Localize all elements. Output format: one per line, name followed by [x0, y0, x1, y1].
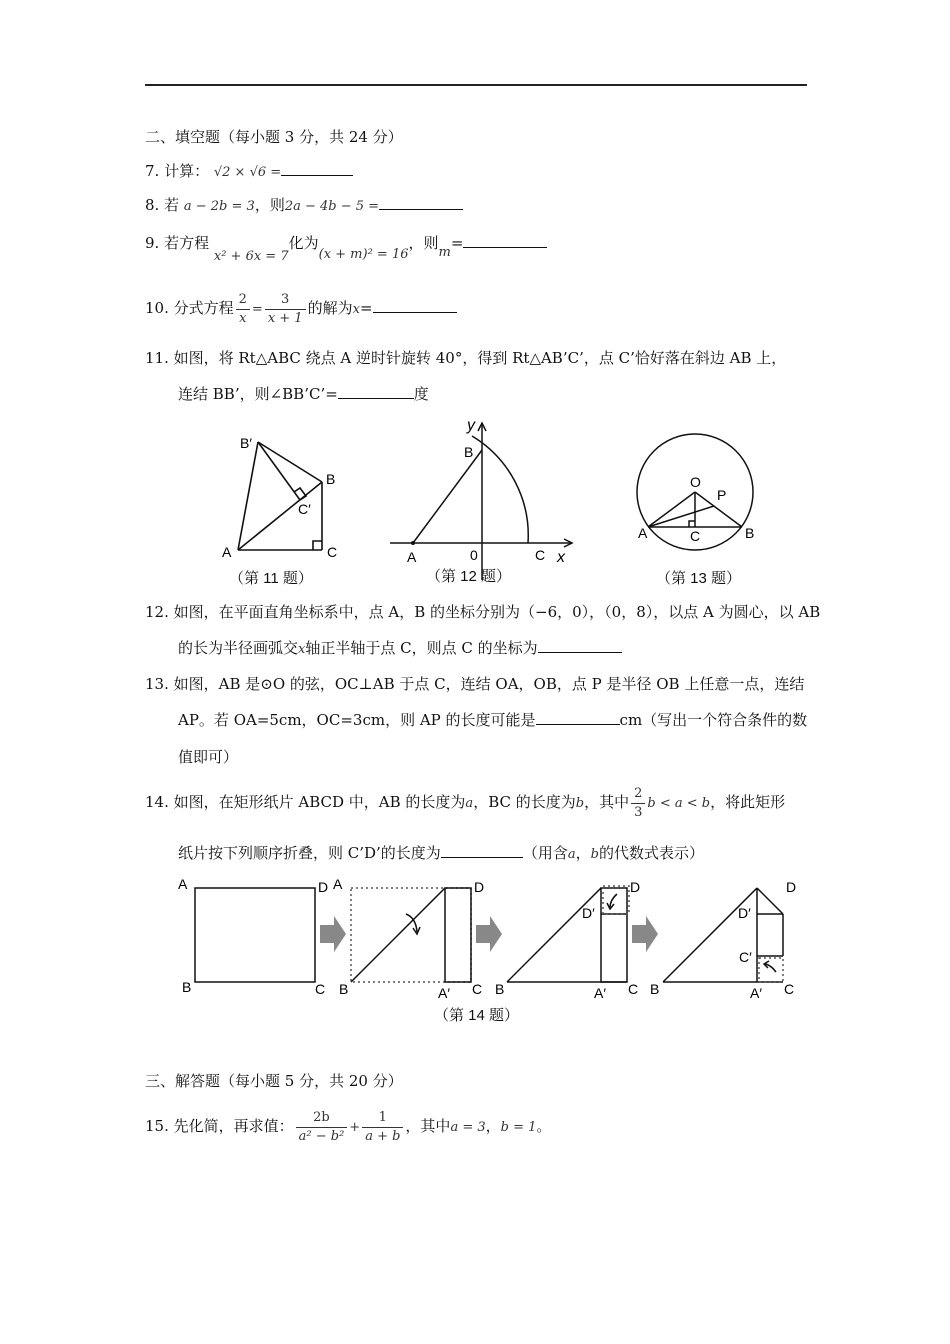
question-12-line2: 的长为半径画弧交x轴正半轴于点 C，则点 C 的坐标为 — [178, 637, 622, 661]
fig14-label: C — [784, 981, 795, 997]
question-8: 8. 若 a − 2b = 3，则2a − 4b − 5 = — [145, 194, 463, 218]
fig12-label: 0 — [470, 547, 478, 563]
fig12-label: A — [407, 549, 417, 565]
fig13-label: O — [690, 474, 701, 490]
fig14-label: D — [474, 879, 485, 895]
fig14-label: C — [628, 981, 639, 997]
fig11-label: A — [222, 544, 232, 560]
fig14-caption: （第 14 题） — [434, 1007, 520, 1024]
fig11-caption: （第 11 题） — [229, 570, 313, 587]
section3-title: 三、解答题（每小题 5 分，共 20 分） — [145, 1072, 403, 1090]
fig14-label: A — [333, 876, 343, 892]
fig12-label: B — [464, 444, 474, 460]
fig14-label: D — [318, 879, 329, 895]
fig12-caption: （第 12 题） — [426, 568, 512, 585]
fig14-label: D′ — [582, 905, 595, 921]
fig14-label: A′ — [438, 985, 450, 1001]
q13-answer-blank[interactable] — [536, 710, 620, 725]
q7-answer-blank[interactable] — [281, 161, 353, 176]
q15-fraction-left: $\frac{2b}{\text{a² − b²}}$ — [296, 1109, 348, 1146]
question-13-line2: AP。若 OA=5cm，OC=3cm，则 AP 的长度可能是 cm（写出一个符合条件的数 — [178, 711, 808, 729]
fig13-label: B — [745, 525, 755, 541]
fig11-label: B′ — [240, 435, 252, 451]
q10-fraction-left: $\frac{2}{x}$ — [236, 291, 250, 328]
fig14-label: D — [786, 879, 797, 895]
question-13-line3: 值即可） — [178, 748, 239, 766]
q14-answer-blank[interactable] — [441, 843, 523, 858]
q14-fraction: $\frac{2}{3}$ — [631, 785, 645, 822]
question-11-line1: 11. 如图，将 Rt△ABC 绕点 A 逆时针旋转 40°，得到 Rt△AB’C’，点 C’恰好落在斜边 AB 上， — [145, 349, 787, 367]
q10-answer-blank[interactable] — [373, 298, 457, 313]
fig14-label: D — [630, 879, 641, 895]
fig14-label: C — [472, 981, 483, 997]
fig12-label: x — [557, 549, 565, 566]
figure-14 — [170, 872, 810, 1007]
header-rule — [145, 84, 807, 86]
fig14-label: A — [178, 876, 188, 892]
fig11-label: C — [327, 544, 338, 560]
section2-title: 二、填空题（每小题 3 分，共 24 分） — [145, 128, 403, 146]
fig13-label: P — [717, 487, 727, 503]
fig13-caption: （第 13 题） — [656, 570, 742, 587]
question-10: 10. 分式方程 $\frac{2}{x}$ = $\frac{3}{x + 1}$ 的解为x= — [145, 288, 457, 330]
fig13-label: C — [690, 528, 701, 544]
q11-answer-blank[interactable] — [338, 384, 414, 399]
q15-fraction-right: $\frac{1}{a + b}$ — [362, 1109, 403, 1146]
fig14-label: A′ — [594, 985, 606, 1001]
question-14-line2: 纸片按下列顺序折叠，则 C’D’的长度为 （用含a，b的代数式表示） — [178, 844, 704, 862]
fig12-label: C — [535, 547, 546, 563]
question-14-line1: 14. 如图，在矩形纸片 ABCD 中，AB 的长度为a，BC 的长度为b，其中 $\frac{2}{3}$ b < a < b，将此矩形 — [145, 785, 786, 820]
fig14-label: A′ — [750, 985, 762, 1001]
fig14-label: B — [495, 981, 505, 997]
question-7: 7. 计算： √2 × √6 = — [145, 160, 353, 184]
question-9: 9. 若方程 x² + 6x = 7化为(x + m)² = 16，则m= — [145, 232, 547, 256]
fig11-label: B — [326, 471, 336, 487]
q10-fraction-right: $\frac{3}{x + 1}$ — [265, 291, 306, 328]
question-12-line1: 12. 如图，在平面直角坐标系中，点 A，B 的坐标分别为（−6，0），（0，8），以点 A 为圆心，以 AB — [145, 603, 821, 621]
fig14-label: C′ — [739, 949, 752, 965]
question-13-line1: 13. 如图，AB 是⊙O 的弦，OC⊥AB 于点 C，连结 OA，OB，点 P 是半径 OB 上任意一点，连结 — [145, 675, 805, 693]
figure-11 — [238, 442, 322, 550]
fig11-label: C′ — [298, 501, 311, 517]
q7-expression: √2 × √6 = — [213, 165, 282, 180]
panel1-rectangle — [195, 888, 315, 982]
fig14-label: B — [650, 981, 660, 997]
fig14-label: B — [182, 979, 192, 995]
question-11-line2: 连结 BB’，则∠BB’C’= 度 — [178, 385, 429, 403]
fig14-label: B — [339, 981, 349, 997]
fig12-point-a — [411, 541, 415, 545]
question-15: 15. 先化简，再求值： $\frac{2b}{\text{a² − b²}}$ + $\frac{1}{a + b}$ ，其中a = 3，b = 1。 — [145, 1109, 552, 1144]
fig14-label: D′ — [738, 905, 751, 921]
arrows — [320, 916, 658, 952]
q12-answer-blank[interactable] — [538, 638, 622, 653]
q9-answer-blank[interactable] — [463, 233, 547, 248]
fig14-label: C — [315, 981, 326, 997]
fig13-label: A — [638, 525, 648, 541]
fig12-label: y — [467, 420, 475, 434]
q8-answer-blank[interactable] — [379, 195, 463, 210]
